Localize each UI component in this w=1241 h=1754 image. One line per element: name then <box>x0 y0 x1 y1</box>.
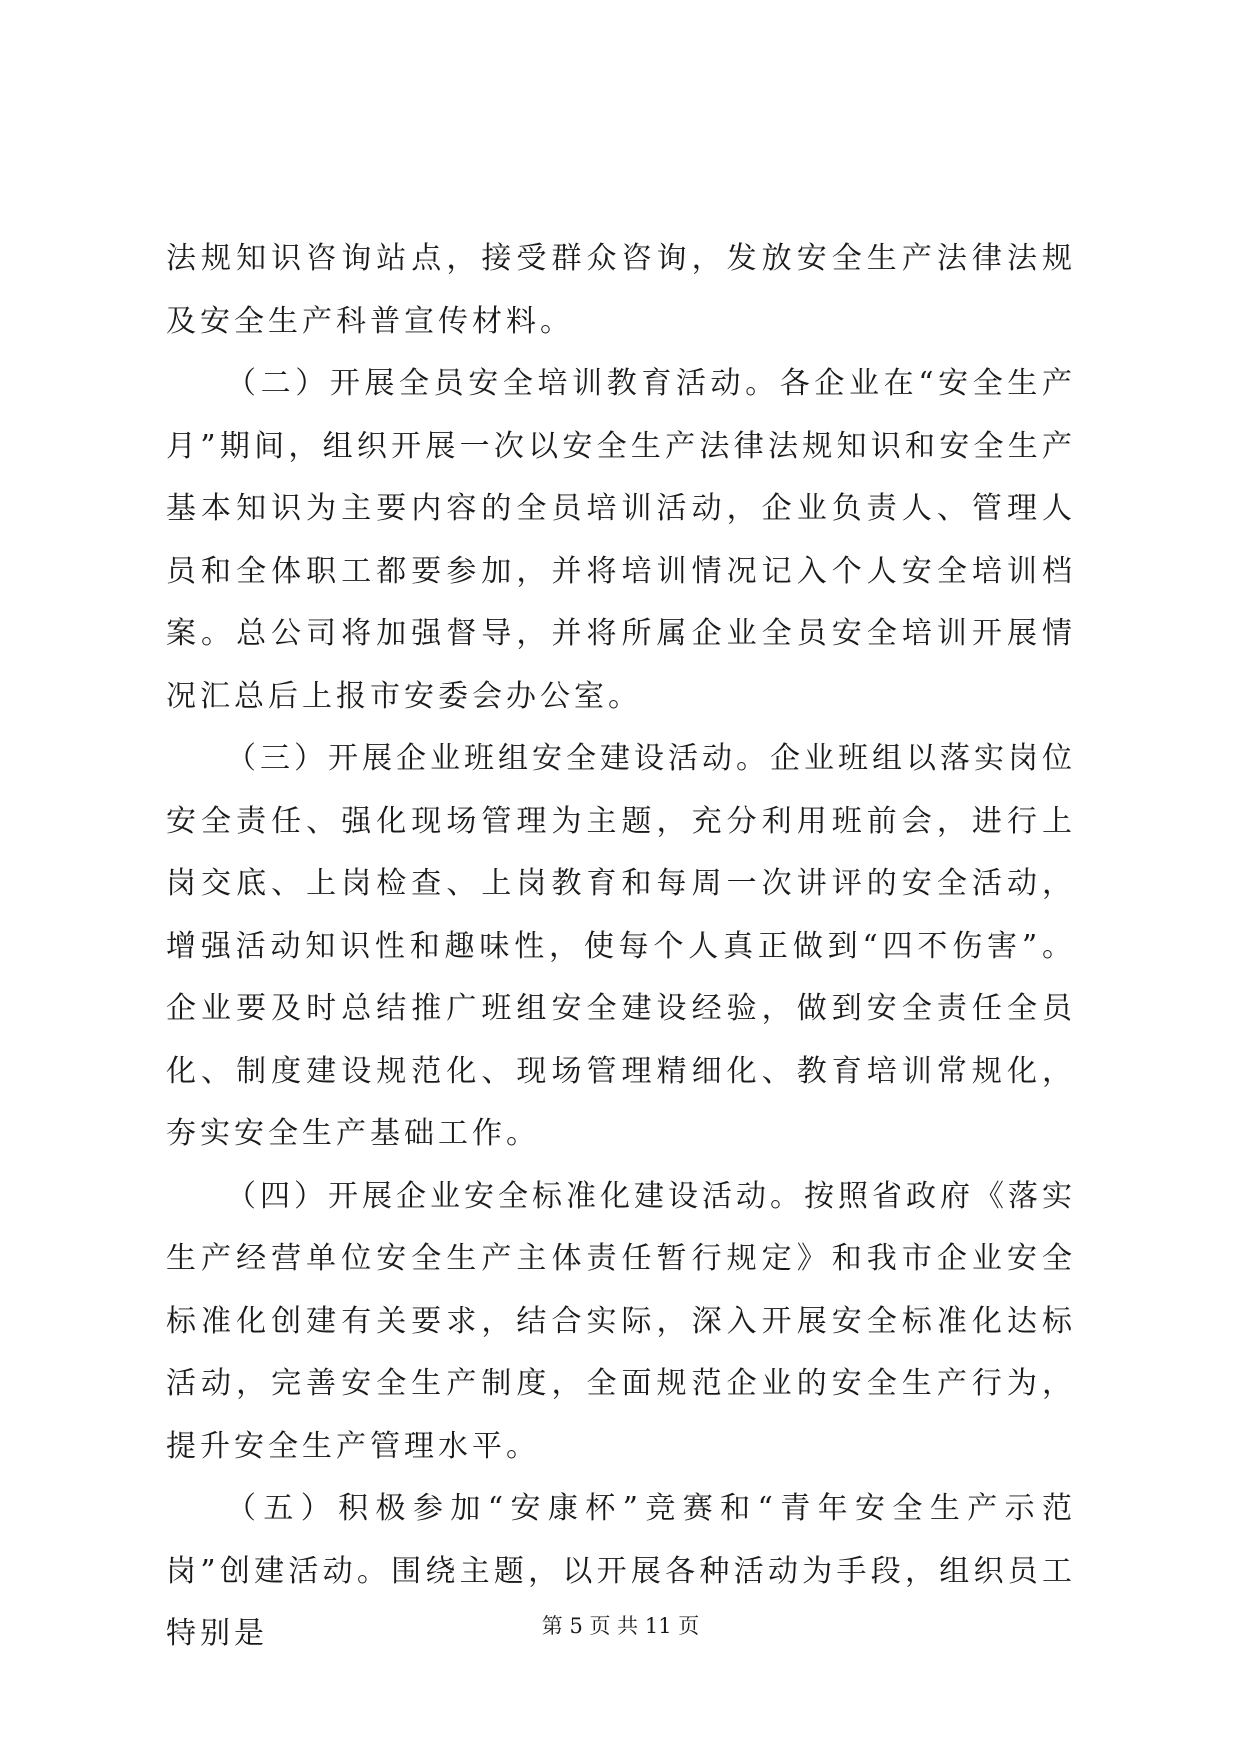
paragraph-continuation: 法规知识咨询站点，接受群众咨询，发放安全生产法律法规及安全生产科普宣传材料。 <box>166 241 1076 339</box>
paragraph-section-4: （四）开展企业安全标准化建设活动。按照省政府《落实生产经营单位安全生产主体责任暂行规定》和我市企业安全标准化创建有关要求，结合实际，深入开展安全标准化达标活动，完善安全生产制度，全面规范企业的安全生产行为，提升安全生产管理水平。 <box>166 1178 1076 1464</box>
page-number-footer: 第 5 页 共 11 页 <box>541 1614 700 1638</box>
paragraph-section-3: （三）开展企业班组安全建设活动。企业班组以落实岗位安全责任、强化现场管理为主题，充分利用班前会，进行上岗交底、上岗检查、上岗教育和每周一次讲评的安全活动，增强活动知识性和趣味性，使每个人真正做到“四不伤害”。企业要及时总结推广班组安全建设经验，做到安全责任全员化、制度建设规范化、现场管理精细化、教育培训常规化，夯实安全生产基础工作。 <box>166 741 1076 1151</box>
document-body <box>166 228 1076 1666</box>
paragraph-section-5: （五）积极参加“安康杯”竞赛和“青年安全生产示范岗”创建活动。围绕主题，以开展各种活动为手段，组织员工特别是 <box>166 1491 1076 1651</box>
paragraph-section-2: （二）开展全员安全培训教育活动。各企业在“安全生产月”期间，组织开展一次以安全生产法律法规知识和安全生产基本知识为主要内容的全员培训活动，企业负责人、管理人员和全体职工都要参加，并将培训情况记入个人安全培训档案。总公司将加强督导，并将所属企业全员安全培训开展情况汇总后上报市安委会办公室。 <box>166 366 1076 714</box>
